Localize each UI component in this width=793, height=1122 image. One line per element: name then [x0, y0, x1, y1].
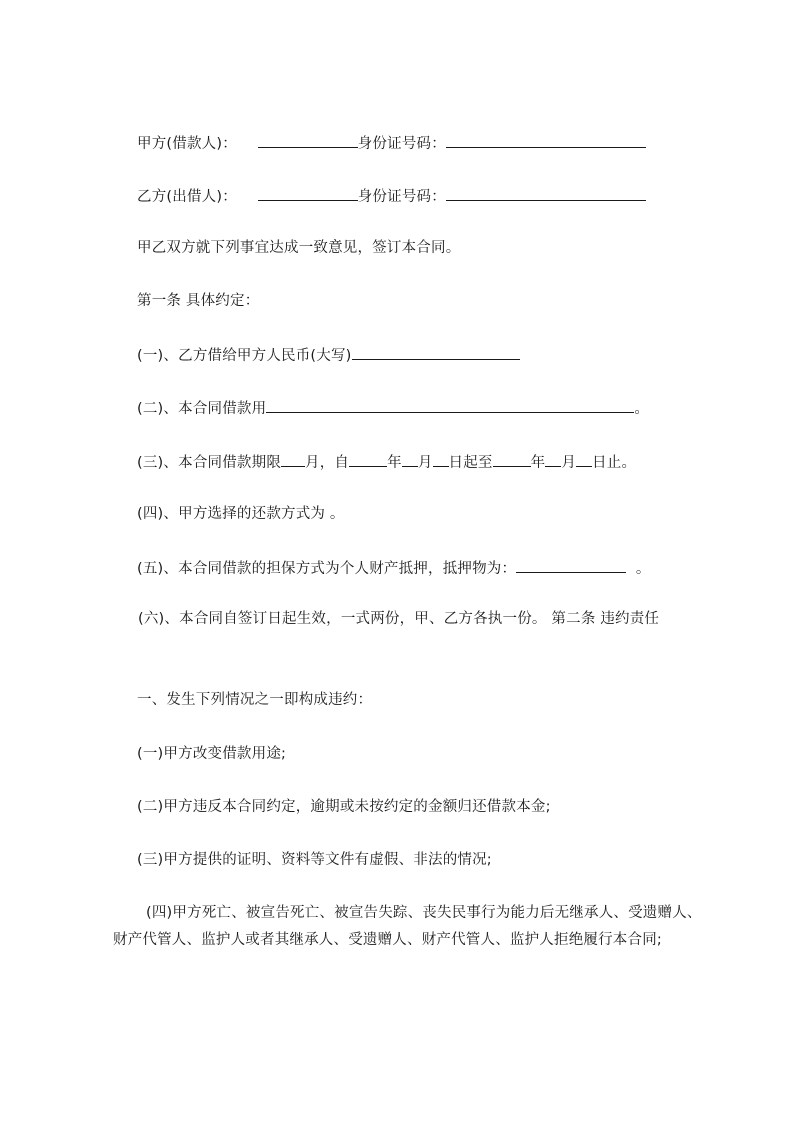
item-3-text-6: 年 — [530, 455, 546, 471]
start-day-blank[interactable] — [433, 451, 449, 467]
item-3-text-4: 月 — [417, 455, 433, 471]
intro-text: 甲乙双方就下列事宜达成一致意见，签订本合同。 — [137, 240, 461, 256]
item-3-text-1: (三)、本合同借款期限 — [137, 455, 282, 471]
party-b-label: 乙方(出借人)： — [137, 189, 237, 205]
end-day-blank[interactable] — [576, 451, 592, 467]
loan-purpose-blank[interactable] — [266, 397, 634, 413]
item-2-text: (二)、本合同借款用 — [137, 401, 267, 417]
item-5-text: (五)、本合同借款的担保方式为个人财产抵押，抵押物为： — [137, 561, 517, 577]
party-a-name-blank[interactable] — [258, 132, 358, 148]
article-1-item-1 — [137, 344, 520, 366]
article-1-item-5 — [137, 557, 651, 579]
breach-item-1: (一)甲方改变借款用途; — [137, 746, 287, 762]
party-b-name-blank[interactable] — [258, 185, 358, 201]
item-2-end: 。 — [634, 401, 650, 417]
end-month-blank[interactable] — [545, 451, 561, 467]
article-1-item-3 — [137, 451, 636, 473]
article-1-item-6: (六)、本合同自签订日起生效，一式两份，甲、乙方各执一份。 第二条 违约责任 — [138, 611, 660, 627]
item-3-text-7: 月 — [561, 455, 577, 471]
party-a-id-label: 身份证号码： — [357, 136, 446, 152]
breach-item-2: (二)甲方违反本合同约定，逾期或未按约定的金额归还借款本金; — [137, 799, 551, 815]
start-year-blank[interactable] — [349, 451, 387, 467]
article-1-item-4: (四)、甲方选择的还款方式为 。 — [137, 506, 345, 522]
item-1-text: (一)、乙方借给甲方人民币(大写) — [137, 348, 352, 364]
item-3-text-2: 月，自 — [305, 455, 350, 471]
item-3-text-8: 日止。 — [592, 455, 637, 471]
breach-item-3: (三)甲方提供的证明、资料等文件有虚假、非法的情况; — [137, 852, 492, 868]
party-a-label: 甲方(借款人)： — [137, 136, 237, 152]
item-3-text-5: 日起至 — [448, 455, 493, 471]
party-a-id-blank[interactable] — [446, 132, 646, 148]
item-5-end: 。 — [635, 561, 651, 577]
article-1-item-2 — [137, 397, 649, 419]
breach-item-4: (四)甲方死亡、被宣告死亡、被宣告失踪、丧失民事行为能力后无继承人、受遗赠人、财产代管人、监护人或者其继承人、受遗赠人、财产代管人、监护人拒绝履行本合同; — [113, 905, 702, 948]
party-a-line — [137, 132, 646, 154]
start-month-blank[interactable] — [402, 451, 418, 467]
item-3-text-3: 年 — [387, 455, 402, 471]
party-b-line — [137, 185, 646, 207]
party-b-id-blank[interactable] — [446, 185, 646, 201]
collateral-blank[interactable] — [516, 557, 626, 573]
article-1-title: 第一条 具体约定： — [137, 293, 260, 309]
party-b-id-label: 身份证号码： — [357, 189, 446, 205]
loan-amount-blank[interactable] — [352, 344, 520, 360]
breach-heading: 一、发生下列情况之一即构成违约： — [137, 692, 373, 708]
end-year-blank[interactable] — [493, 451, 531, 467]
term-months-blank[interactable] — [281, 451, 305, 467]
